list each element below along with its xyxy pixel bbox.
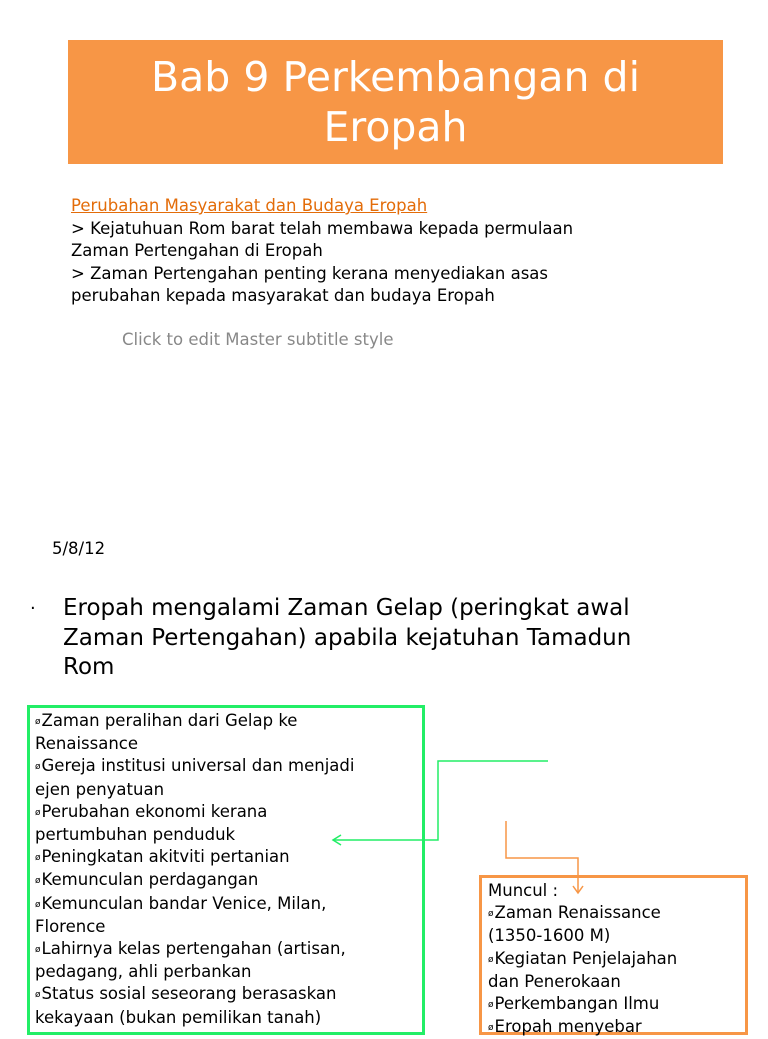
- subtitle-heading: Perubahan Masyarakat dan Budaya Eropah: [71, 196, 428, 215]
- list-item: pedagang, ahli perbankan: [35, 962, 252, 982]
- orange-box-heading: Muncul :: [488, 881, 559, 900]
- green-connector-arrow: [333, 761, 548, 840]
- main-bullet-line: Eropah mengalami Zaman Gelap (peringkat awal: [63, 595, 630, 621]
- list-item: øEropah menyebar: [488, 1017, 642, 1037]
- list-item: øZaman Renaissance: [488, 903, 661, 923]
- bullet-icon: ø: [35, 899, 41, 910]
- bullet-icon: ø: [488, 954, 494, 965]
- slide-title-line1: Bab 9 Perkembangan di: [151, 53, 640, 101]
- list-item: kekayaan (bukan pemilikan tanah): [35, 1007, 322, 1027]
- slide-date: 5/8/12: [52, 539, 106, 558]
- bullet-icon: ø: [35, 853, 41, 864]
- list-item: øKegiatan Penjelajahan: [488, 948, 678, 968]
- slide-title-line2: Eropah: [323, 103, 468, 151]
- bullet-dot: ·: [30, 598, 36, 619]
- main-bullet-line: Rom: [63, 654, 115, 680]
- list-item: øGereja institusi universal dan menjadi: [35, 756, 355, 776]
- bullet-icon: ø: [35, 762, 41, 773]
- bullet-icon: ø: [488, 909, 494, 920]
- list-item: Renaissance: [35, 734, 139, 754]
- list-item: øPerkembangan Ilmu: [488, 994, 660, 1014]
- orange-connector-arrow: [506, 821, 578, 893]
- list-item: øLahirnya kelas pertengahan (artisan,: [35, 939, 346, 959]
- subtitle-placeholder[interactable]: Click to edit Master subtitle style: [122, 330, 394, 349]
- list-item: øStatus sosial seseorang berasaskan: [35, 984, 337, 1004]
- bullet-icon: ø: [35, 717, 41, 727]
- list-item: øKemunculan perdagangan: [35, 870, 259, 890]
- list-item: øPeningkatan akitviti pertanian: [35, 847, 290, 867]
- bullet-icon: ø: [488, 1000, 494, 1011]
- bullet-icon: ø: [488, 1023, 494, 1034]
- list-item: Florence: [35, 916, 106, 936]
- subtitle-line: Zaman Pertengahan di Eropah: [71, 241, 323, 260]
- bullet-icon: ø: [35, 876, 41, 887]
- main-bullet-line: Zaman Pertengahan) apabila kejatuhan Tamadun: [63, 624, 632, 651]
- subtitle-line: perubahan kepada masyarakat dan budaya Eropah: [71, 286, 495, 305]
- list-item: ejen penyatuan: [35, 779, 165, 799]
- list-item: (1350-1600 M): [488, 926, 611, 946]
- subtitle-line: > Kejatuhuan Rom barat telah membawa kepada permulaan: [71, 218, 574, 238]
- list-item: øZaman peralihan dari Gelap ke: [35, 711, 298, 730]
- subtitle-line: > Zaman Pertengahan penting kerana menyediakan asas: [71, 263, 549, 283]
- list-item: pertumbuhan penduduk: [35, 825, 236, 845]
- bullet-icon: ø: [35, 807, 41, 818]
- list-item: øKemunculan bandar Venice, Milan,: [35, 893, 327, 913]
- list-item: dan Penerokaan: [488, 971, 621, 991]
- bullet-icon: ø: [35, 990, 41, 1001]
- bullet-icon: ø: [35, 945, 41, 956]
- list-item: øPerubahan ekonomi kerana: [35, 801, 268, 821]
